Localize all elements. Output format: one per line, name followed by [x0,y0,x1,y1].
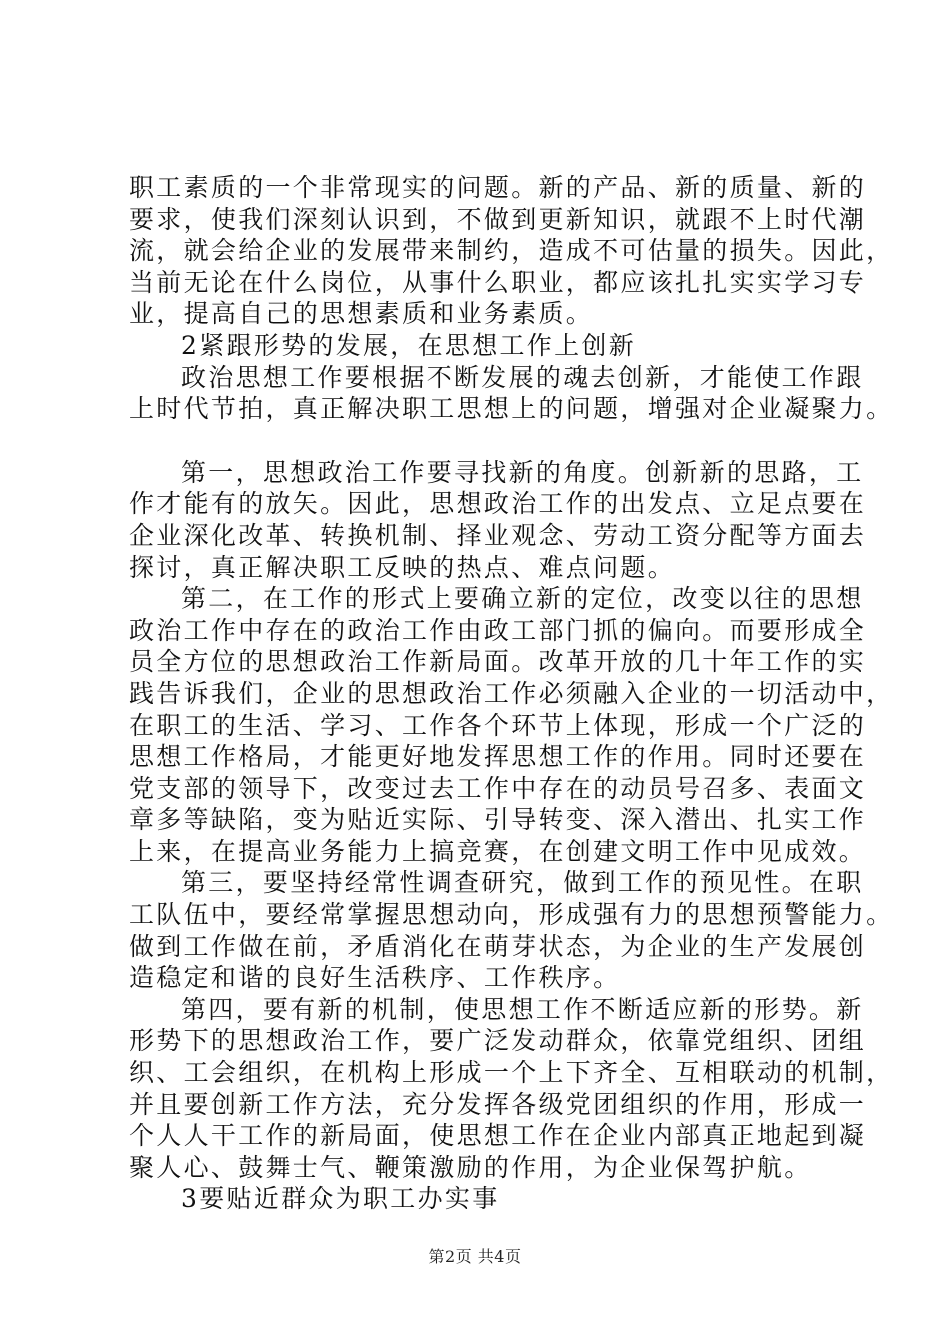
text-line: 探讨，真正解决职工反映的热点、难点问题。 [129,552,676,582]
text-line: 政治工作中存在的政治工作由政工部门抓的偏向。而要形成全 [129,615,867,645]
text-line: 3要贴近群众为职工办实事 [181,1184,500,1214]
text-line: 个人人干工作的新局面，使思想工作在企业内部真正地起到凝 [129,1121,867,1151]
text-line: 党支部的领导下，改变过去工作中存在的动员号召多、表面文 [129,773,867,803]
text-line: 职工素质的一个非常现实的问题。新的产品、新的质量、新的 [129,173,867,202]
paragraph-gap [129,425,841,457]
text-line: 第四，要有新的机制，使思想工作不断适应新的形势。新 [181,994,864,1024]
text-line: 工队伍中，要经常掌握思想动向，形成强有力的思想预警能力。 [129,900,894,930]
text-line: 企业深化改革、转换机制、择业观念、劳动工资分配等方面去 [129,520,867,550]
text-line: 造稳定和谐的良好生活秩序、工作秩序。 [129,963,621,993]
document-body [129,172,894,1215]
text-line: 作才能有的放矢。因此，思想政治工作的出发点、立足点要在 [129,489,867,519]
text-line: 做到工作做在前，矛盾消化在萌芽状态，为企业的生产发展创 [129,931,867,961]
text-line: 上时代节拍，真正解决职工思想上的问题，增强对企业凝聚力。 [129,394,894,424]
text-line: 当前无论在什么岗位，从事什么职业，都应该扎扎实实学习专 [129,267,867,297]
text-line: 章多等缺陷，变为贴近实际、引导转变、深入潜出、扎实工作 [129,805,867,835]
page-number-footer: 第2页 共4页 [428,1247,522,1266]
text-line: 第二，在工作的形式上要确立新的定位，改变以往的思想 [181,584,864,614]
text-line: 第一，思想政治工作要寻找新的角度。创新新的思路，工 [181,457,864,487]
text-line: 在职工的生活、学习、工作各个环节上体现，形成一个广泛的 [129,710,867,740]
text-line: 政治思想工作要根据不断发展的魂去创新，才能使工作跟 [181,362,864,392]
text-line: 上来，在提高业务能力上搞竞赛，在创建文明工作中见成效。 [129,836,867,866]
text-line: 聚人心、鼓舞士气、鞭策激励的作用，为企业保驾护航。 [129,1152,812,1182]
text-line: 业，提高自己的思想素质和业务素质。 [129,299,594,329]
text-line: 流，就会给企业的发展带来制约，造成不可估量的损失。因此， [129,236,894,266]
text-line: 员全方位的思想政治工作新局面。改革开放的几十年工作的实 [129,647,867,677]
text-line: 第三，要坚持经常性调查研究，做到工作的预见性。在职 [181,868,864,898]
text-line: 2紧跟形势的发展，在思想工作上创新 [181,330,637,360]
text-line: 并且要创新工作方法，充分发挥各级党团组织的作用，形成一 [129,1089,867,1119]
text-line: 形势下的思想政治工作，要广泛发动群众，依靠党组织、团组 [129,1026,867,1056]
text-line: 思想工作格局，才能更好地发挥思想工作的作用。同时还要在 [129,742,867,772]
text-line: 践告诉我们，企业的思想政治工作必须融入企业的一切活动中， [129,678,894,708]
text-line: 要求，使我们深刻认识到，不做到更新知识，就跟不上时代潮 [129,204,867,234]
text-line: 织、工会组织，在机构上形成一个上下齐全、互相联动的机制， [129,1058,894,1088]
